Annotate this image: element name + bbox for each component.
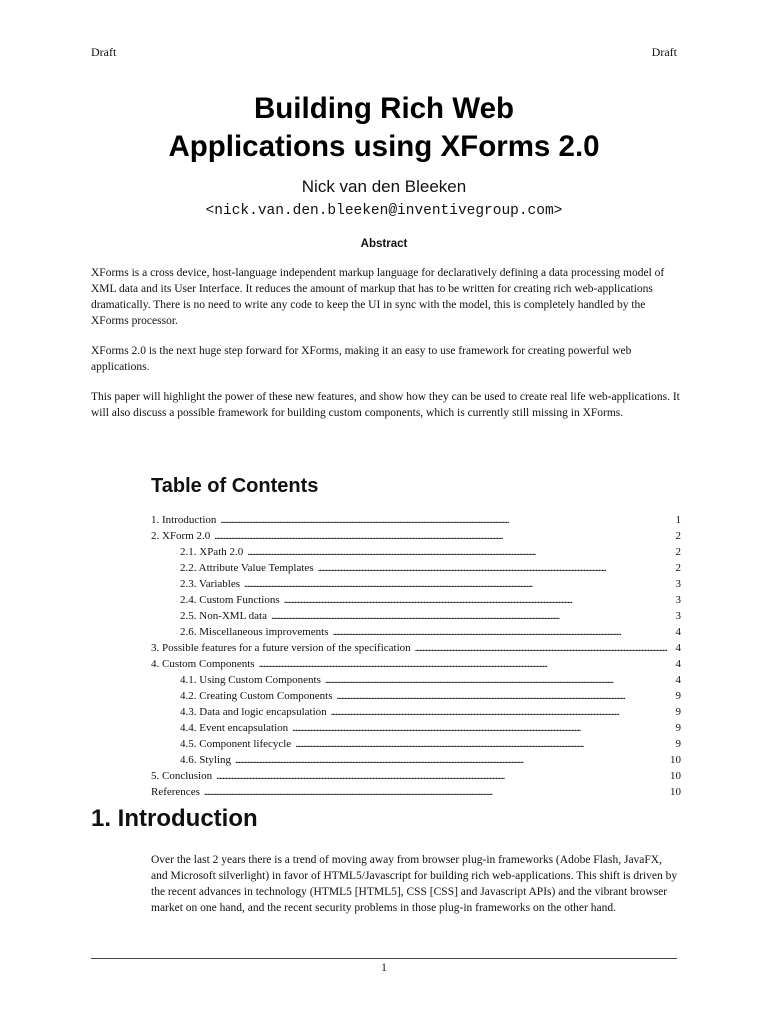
- toc-entry[interactable]: [151, 528, 681, 544]
- author-email: <nick.van.den.bleeken@inventivegroup.com>: [205, 203, 563, 219]
- footer-divider: [91, 958, 677, 959]
- document-title: [0, 90, 768, 166]
- toc-entry-title: 1. Introduction: [151, 514, 217, 526]
- toc-leader: [204, 784, 666, 800]
- toc-entry-title: 4.5. Component lifecycle: [180, 738, 292, 750]
- abstract-paragraph: This paper will highlight the power of these new features, and show how they can be used to create real life web-applications. It will also discuss a possible framework for building custom components, which is currently still missing in XForms.: [91, 391, 680, 419]
- toc-entry[interactable]: [151, 656, 681, 672]
- header-draft-right: Draft: [651, 45, 677, 59]
- toc-entry[interactable]: [151, 608, 681, 624]
- toc-leader: [214, 528, 667, 544]
- toc-entry-page: 4: [675, 642, 681, 654]
- toc-leader: [318, 560, 667, 576]
- toc-entry-title: 4. Custom Components: [151, 658, 255, 670]
- toc-leader: [331, 704, 667, 720]
- abstract-body: [91, 265, 681, 435]
- toc-entry-page: 4: [675, 626, 681, 638]
- toc-entry-title: 2.3. Variables: [180, 578, 240, 590]
- toc-entry-page: 2: [675, 562, 681, 574]
- toc-entry-page: 9: [675, 738, 681, 750]
- toc-entry-title: 2.2. Attribute Value Templates: [180, 562, 314, 574]
- toc-leader: [271, 608, 667, 624]
- toc-leader: [415, 640, 667, 656]
- toc-entry[interactable]: [151, 704, 681, 720]
- toc-entry-title: 4.4. Event encapsulation: [180, 722, 289, 734]
- toc-entry[interactable]: [151, 544, 681, 560]
- toc-leader: [325, 672, 667, 688]
- toc-entry-page: 10: [670, 754, 681, 766]
- toc-entry-title: 4.3. Data and logic encapsulation: [180, 706, 327, 718]
- toc-entry[interactable]: [151, 752, 681, 768]
- toc-entry-page: 9: [675, 690, 681, 702]
- toc-entry[interactable]: [151, 560, 681, 576]
- toc-entry-title: 4.1. Using Custom Components: [180, 674, 321, 686]
- header-draft-left: Draft: [91, 45, 117, 59]
- toc-entry[interactable]: [151, 736, 681, 752]
- toc-entry-page: 9: [675, 706, 681, 718]
- toc-entry[interactable]: [151, 576, 681, 592]
- toc-entry-title: 4.6. Styling: [180, 754, 232, 766]
- toc-entry[interactable]: [151, 688, 681, 704]
- toc-leader: [244, 576, 667, 592]
- toc-leader: [292, 720, 667, 736]
- toc-entry-title: 3. Possible features for a future version of the specification: [151, 642, 411, 654]
- toc-entry-page: 1: [675, 514, 681, 526]
- toc-leader: [332, 624, 667, 640]
- toc-entry-title: 2.1. XPath 2.0: [180, 546, 244, 558]
- toc-leader: [247, 544, 667, 560]
- page-number: 1: [381, 962, 387, 974]
- toc-entry-page: 3: [675, 594, 681, 606]
- abstract-heading: Abstract: [360, 238, 408, 250]
- toc-entry-title: 2.4. Custom Functions: [180, 594, 280, 606]
- toc-leader: [220, 512, 667, 528]
- toc-entry-page: 3: [675, 610, 681, 622]
- toc-leader: [235, 752, 666, 768]
- abstract-paragraph: XForms 2.0 is the next huge step forward for XForms, making it an easy to use framework for creating powerful web applications.: [91, 345, 632, 373]
- toc-entry-page: 3: [675, 578, 681, 590]
- toc-entry[interactable]: [151, 512, 681, 528]
- toc-entry-title: References: [151, 786, 200, 798]
- toc-entry[interactable]: [151, 720, 681, 736]
- toc-entry-title: 2.5. Non-XML data: [180, 610, 267, 622]
- toc-leader: [284, 592, 667, 608]
- toc-entry-title: 2. XForm 2.0: [151, 530, 211, 542]
- toc-entry-page: 4: [675, 674, 681, 686]
- toc-entry[interactable]: [151, 640, 681, 656]
- introduction-paragraph: Over the last 2 years there is a trend of moving away from browser plug-in frameworks (Adobe Flash, JavaFX, and Microsoft silverlight) in favor of HTML5/Javascript for building rich web-applications. This shift is driven by the recent advances in technology (HTML5 [HTML5], CSS [CSS] and Javascript APIs) and the vibrant browser market on one hand, and the recent security problems in those plug-in frameworks on the other hand.: [151, 854, 678, 914]
- toc-leader: [216, 768, 666, 784]
- toc-entry-page: 4: [675, 658, 681, 670]
- abstract-paragraph: XForms is a cross device, host-language independent markup language for declaratively defining a data processing model of XML data and its User Interface. It reduces the amount of markup that has to be written for creating rich web-applications dramatically. There is no need to write any code to keep the UI in sync with the model, this is completely handled by the XForms processor.: [91, 267, 665, 327]
- author-name: Nick van den Bleeken: [301, 177, 467, 196]
- title-line-2: Applications using XForms 2.0: [168, 130, 600, 163]
- toc-entry-title: 2.6. Miscellaneous improvements: [180, 626, 329, 638]
- toc-entry-page: 2: [675, 530, 681, 542]
- toc-entry[interactable]: [151, 592, 681, 608]
- toc-entry-page: 2: [675, 546, 681, 558]
- toc-heading: Table of Contents: [151, 475, 319, 497]
- toc-leader: [259, 656, 667, 672]
- toc-entry-page: 10: [670, 770, 681, 782]
- toc-entry-page: 10: [670, 786, 681, 798]
- toc-entry-title: 5. Conclusion: [151, 770, 213, 782]
- toc-entry[interactable]: [151, 624, 681, 640]
- table-of-contents: [151, 512, 681, 800]
- toc-entry[interactable]: [151, 784, 681, 800]
- toc-leader: [336, 688, 667, 704]
- toc-entry-title: 4.2. Creating Custom Components: [180, 690, 333, 702]
- toc-entry[interactable]: [151, 672, 681, 688]
- section-heading-introduction: 1. Introduction: [91, 805, 258, 832]
- title-line-1: Building Rich Web: [253, 92, 515, 125]
- toc-entry[interactable]: [151, 768, 681, 784]
- toc-leader: [295, 736, 667, 752]
- toc-entry-page: 9: [675, 722, 681, 734]
